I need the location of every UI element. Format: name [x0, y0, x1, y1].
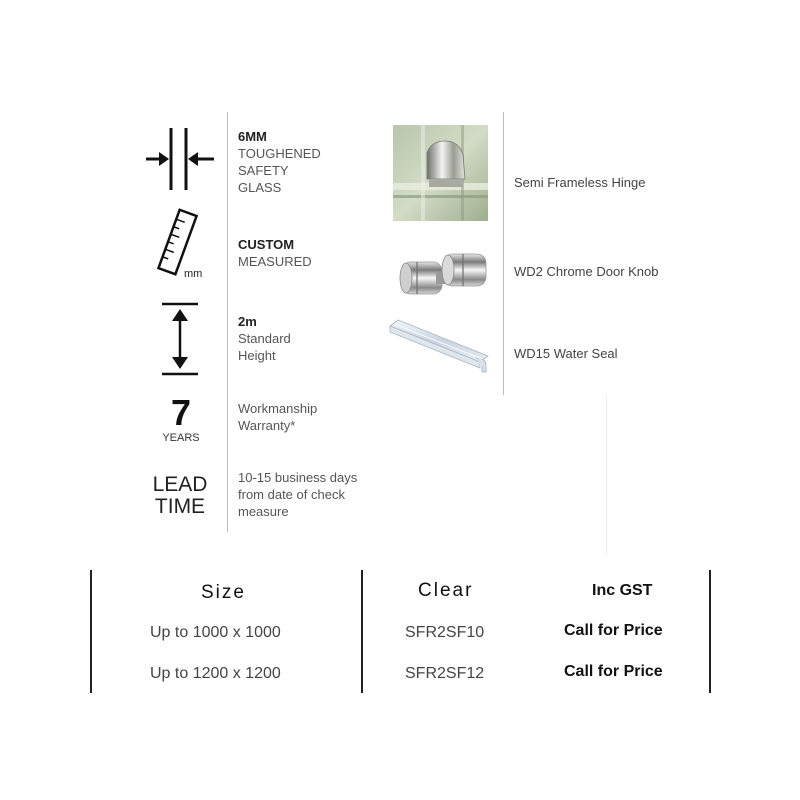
- accessory-label: Semi Frameless Hinge: [514, 175, 646, 190]
- accessory-label: WD15 Water Seal: [514, 346, 618, 361]
- feature-line: from date of check: [238, 487, 345, 502]
- feature-line: 10-15 business days: [238, 470, 358, 485]
- feature-line: GLASS: [238, 180, 282, 195]
- feature-line: Height: [238, 348, 276, 363]
- table-header-size: Size: [201, 582, 246, 603]
- faint-divider: [606, 395, 607, 555]
- table-border-right: [709, 570, 711, 693]
- feature-title: CUSTOM: [238, 237, 295, 252]
- product-code-cell: SFR2SF12: [405, 665, 485, 682]
- product-code-cell: SFR2SF10: [405, 624, 485, 641]
- feature-line: Standard: [238, 331, 291, 346]
- lead-time-icon: [146, 474, 214, 518]
- lead-time-icon-line: LEAD: [152, 473, 208, 496]
- size-cell: Up to 1200 x 1200: [150, 665, 281, 682]
- features-divider: [227, 112, 228, 532]
- height-arrow-icon: [158, 302, 202, 378]
- warranty-number: 7: [170, 392, 192, 433]
- feature-title: 6MM: [238, 129, 267, 144]
- feature-title: 2m: [238, 314, 257, 329]
- feature-line: measure: [238, 504, 289, 519]
- feature-line: TOUGHENED: [238, 146, 321, 161]
- feature-line: Workmanship: [238, 401, 318, 416]
- warranty-icon: [150, 394, 212, 444]
- accessory-label: WD2 Chrome Door Knob: [514, 264, 659, 279]
- accessories-divider: [503, 112, 504, 395]
- ruler-unit-text: mm: [184, 268, 203, 280]
- feature-line: SAFETY: [238, 163, 289, 178]
- feature-line: MEASURED: [238, 254, 312, 269]
- size-cell: Up to 1000 x 1000: [150, 624, 281, 641]
- glass-thickness-icon: [145, 128, 215, 190]
- price-cell: Call for Price: [564, 622, 663, 639]
- lead-time-icon-line: TIME: [154, 495, 206, 518]
- price-cell: Call for Price: [564, 663, 663, 680]
- table-border-middle: [361, 570, 363, 693]
- door-knob-image: [396, 250, 491, 298]
- water-seal-image: [388, 318, 492, 374]
- table-border-left: [90, 570, 92, 693]
- table-header-inc-gst: Inc GST: [592, 582, 653, 599]
- table-header-clear: Clear: [418, 580, 474, 601]
- hinge-image: [393, 125, 488, 221]
- warranty-years-text: YEARS: [162, 432, 200, 444]
- feature-line: Warranty*: [238, 418, 296, 433]
